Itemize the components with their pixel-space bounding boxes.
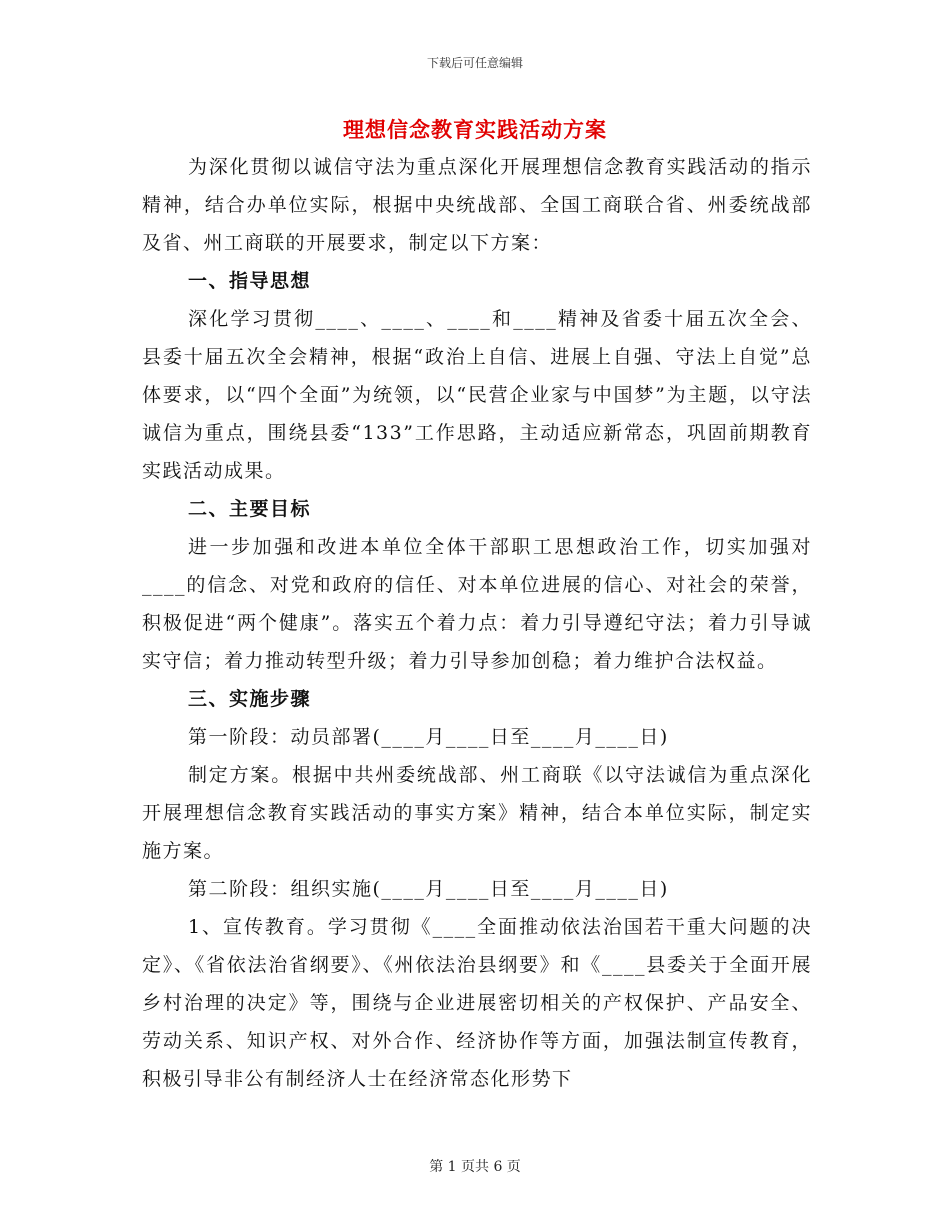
section-heading-implementation-steps: 三、实施步骤 [188, 688, 312, 710]
paragraph-main-goals: 进一步加强和改进本单位全体干部职工思想政治工作，切实加强对____的信念、对党和政府的信任、对本单位进展的信心、对社会的荣誉，积极促进“两个健康”。落实五个着力点：着力引导遵纪守法；着力引导诚实守信；着力推动转型升级；着力引导参加创稳；着力维护合法权益。 [142, 536, 812, 672]
document-title: 理想信念教育实践活动方案 [343, 117, 607, 142]
paragraph-stage-one: 第一阶段：动员部署(____月____日至____月____日) [188, 726, 669, 748]
section-heading-guiding-ideology: 一、指导思想 [188, 270, 312, 292]
paragraph-stage-one-detail: 制定方案。根据中共州委统战部、州工商联《以守法诚信为重点深化开展理想信念教育实践活动的事实方案》精神，结合本单位实际，制定实施方案。 [142, 764, 812, 862]
document-body [142, 148, 812, 1098]
page-number: 第 1 页共 6 页 [429, 1159, 521, 1175]
paragraph-intro: 为深化贯彻以诚信守法为重点深化开展理想信念教育实践活动的指示精神，结合办单位实际，根据中央统战部、全国工商联合省、州委统战部及省、州工商联的开展要求，制定以下方案： [142, 156, 812, 254]
page-header: 下载后可任意编辑 [426, 56, 523, 70]
paragraph-stage-two: 第二阶段：组织实施(____月____日至____月____日) [188, 878, 669, 900]
paragraph-publicity-education: 1、宣传教育。学习贯彻《____全面推动依法治国若干重大问题的决定》、《省依法治省纲要》、《州依法治县纲要》和《____县委关于全面开展乡村治理的决定》等，围绕与企业进展密切相关的产权保护、产品安全、劳动关系、知识产权、对外合作、经济协作等方面，加强法制宣传教育，积极引导非公有制经济人士在经济常态化形势下 [142, 916, 812, 1090]
section-heading-main-goals: 二、主要目标 [188, 498, 312, 520]
paragraph-guiding-ideology: 深化学习贯彻____、____、____和____精神及省委十届五次全会、县委十届五次全会精神，根据“政治上自信、进展上自强、守法上自觉”总体要求，以“四个全面”为统领，以“民营企业家与中国梦”为主题，以守法诚信为重点，围绕县委“133”工作思路，主动适应新常态，巩固前期教育实践活动成果。 [142, 308, 812, 482]
